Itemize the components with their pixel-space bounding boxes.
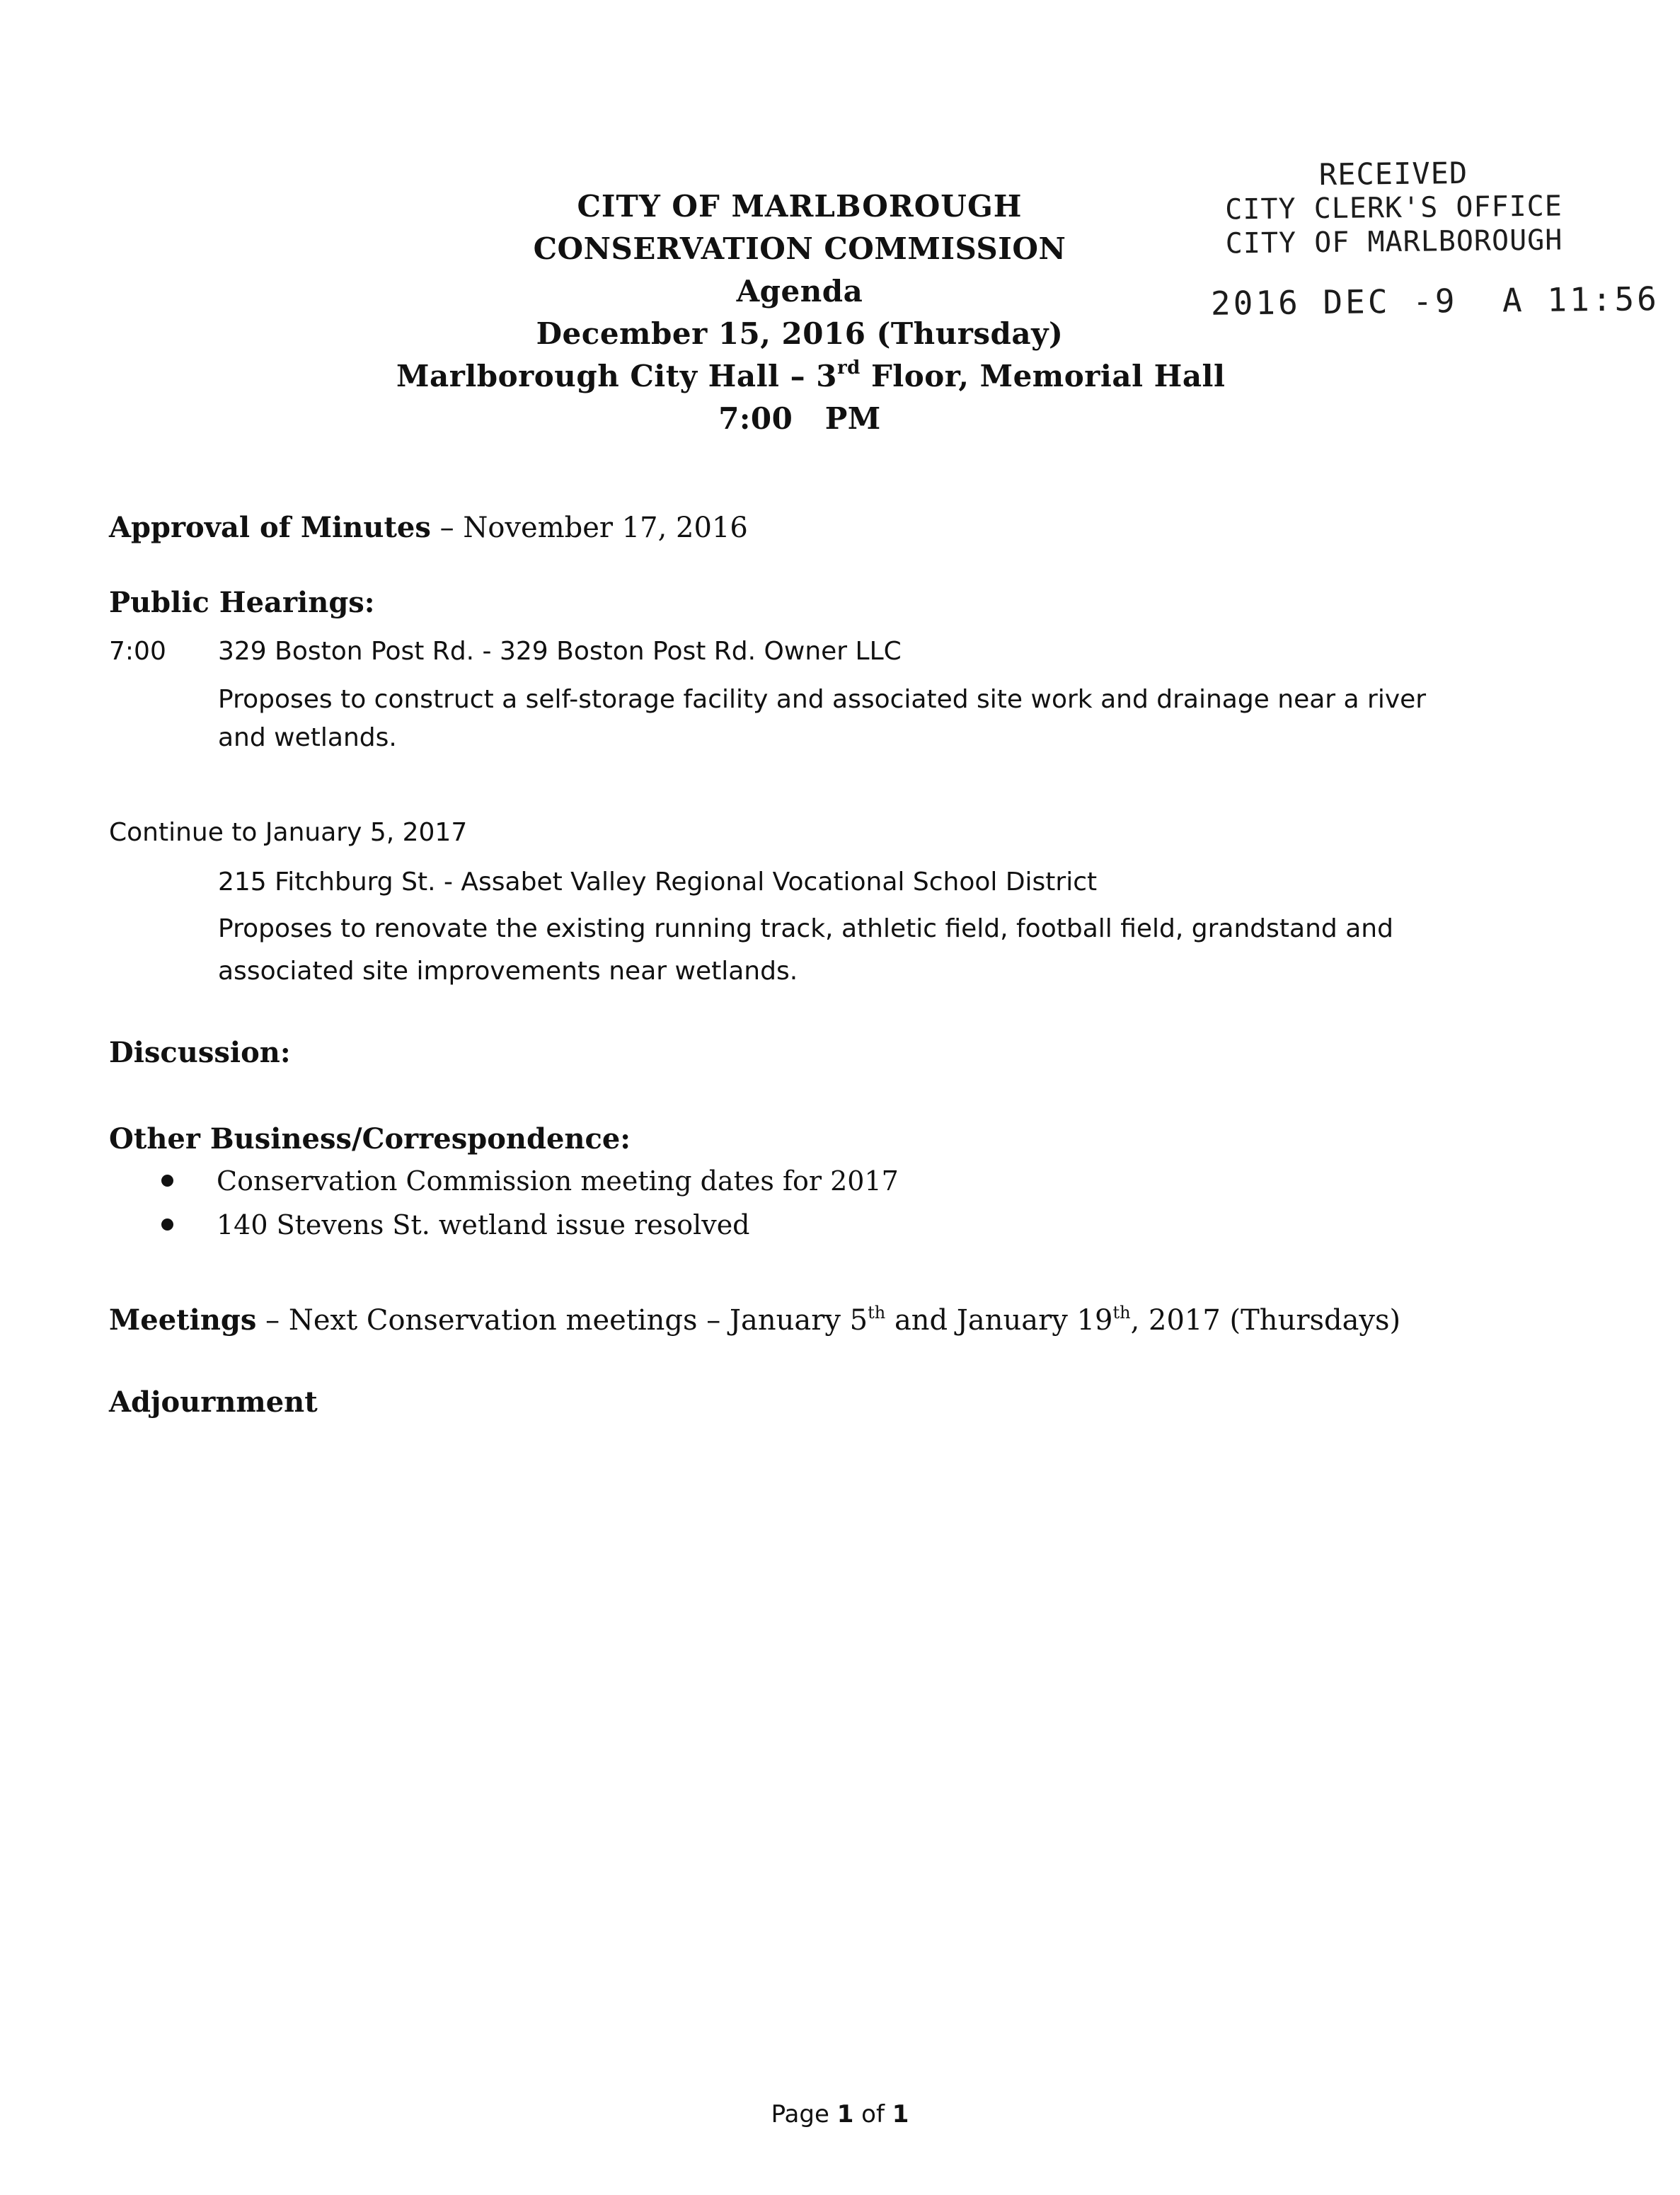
meetings-text-b: and January 19 <box>885 1304 1113 1337</box>
doc-type: Agenda <box>736 274 863 309</box>
list-item <box>161 1203 899 1247</box>
meetings-text-a: – Next Conservation meetings – January 5 <box>256 1304 868 1337</box>
location-suffix: Floor, Memorial Hall <box>860 359 1226 393</box>
other-business-heading: Other Business/Correspondence: <box>109 1122 631 1156</box>
list-item-text: 140 Stevens St. wetland issue resolved <box>217 1209 750 1240</box>
footer-page-number: 1 <box>836 2100 854 2128</box>
minutes-line <box>109 511 748 544</box>
bullet-icon <box>161 1219 173 1231</box>
discussion-heading: Discussion: <box>109 1036 291 1069</box>
meeting-time: 7:00 PM <box>718 401 881 436</box>
footer-page-total: 1 <box>892 2100 909 2128</box>
location-ordinal: rd <box>836 357 861 379</box>
continued-label: Continue to January 5, 2017 <box>109 818 468 847</box>
stamp-received: RECEIVED <box>1318 155 1468 192</box>
other-business-list <box>161 1159 899 1247</box>
hearing-time: 7:00 <box>109 637 166 666</box>
continued-desc-line2: associated site improvements near wetlands. <box>218 957 798 986</box>
meetings-ordinal-b: th <box>1112 1303 1131 1323</box>
public-hearings-heading: Public Hearings: <box>109 586 375 619</box>
page-footer <box>0 2100 1680 2128</box>
bullet-icon <box>161 1175 173 1187</box>
adjournment-heading: Adjournment <box>109 1385 318 1419</box>
minutes-date: – November 17, 2016 <box>430 512 748 544</box>
agenda-header <box>396 185 1226 440</box>
meeting-location <box>396 355 1226 398</box>
footer-of-word: of <box>853 2100 892 2128</box>
meetings-ordinal-a: th <box>868 1303 886 1323</box>
hearing-desc-line1: Proposes to construct a self-storage facility and associated site work and drainage near a river <box>218 685 1427 714</box>
hearing-title: 329 Boston Post Rd. - 329 Boston Post Rd. Owner LLC <box>218 637 902 666</box>
list-item <box>161 1159 899 1203</box>
footer-page-word: Page <box>771 2100 837 2128</box>
location-prefix: Marlborough City Hall – 3 <box>396 359 837 393</box>
continued-title: 215 Fitchburg St. - Assabet Valley Regional Vocational School District <box>218 868 1098 897</box>
stamp-city: CITY OF MARLBOROUGH <box>1225 224 1563 260</box>
hearing-desc-line2: and wetlands. <box>218 723 397 752</box>
commission-name: CONSERVATION COMMISSION <box>533 231 1066 266</box>
meetings-label: Meetings <box>109 1303 257 1337</box>
received-stamp <box>1209 155 1660 323</box>
meeting-date: December 15, 2016 (Thursday) <box>536 316 1064 351</box>
continued-desc-line1: Proposes to renovate the existing running track, athletic field, football field, grandstand and <box>218 914 1393 943</box>
meetings-line <box>109 1303 1400 1337</box>
stamp-office: CITY CLERK'S OFFICE <box>1225 190 1563 226</box>
list-item-text: Conservation Commission meeting dates for 2017 <box>217 1165 899 1197</box>
meetings-text-c: , 2017 (Thursdays) <box>1130 1304 1401 1337</box>
org-name: CITY OF MARLBOROUGH <box>577 189 1023 224</box>
stamp-datetime: 2016 DEC -9 A 11:56 <box>1210 280 1660 323</box>
minutes-label: Approval of Minutes <box>109 511 431 544</box>
